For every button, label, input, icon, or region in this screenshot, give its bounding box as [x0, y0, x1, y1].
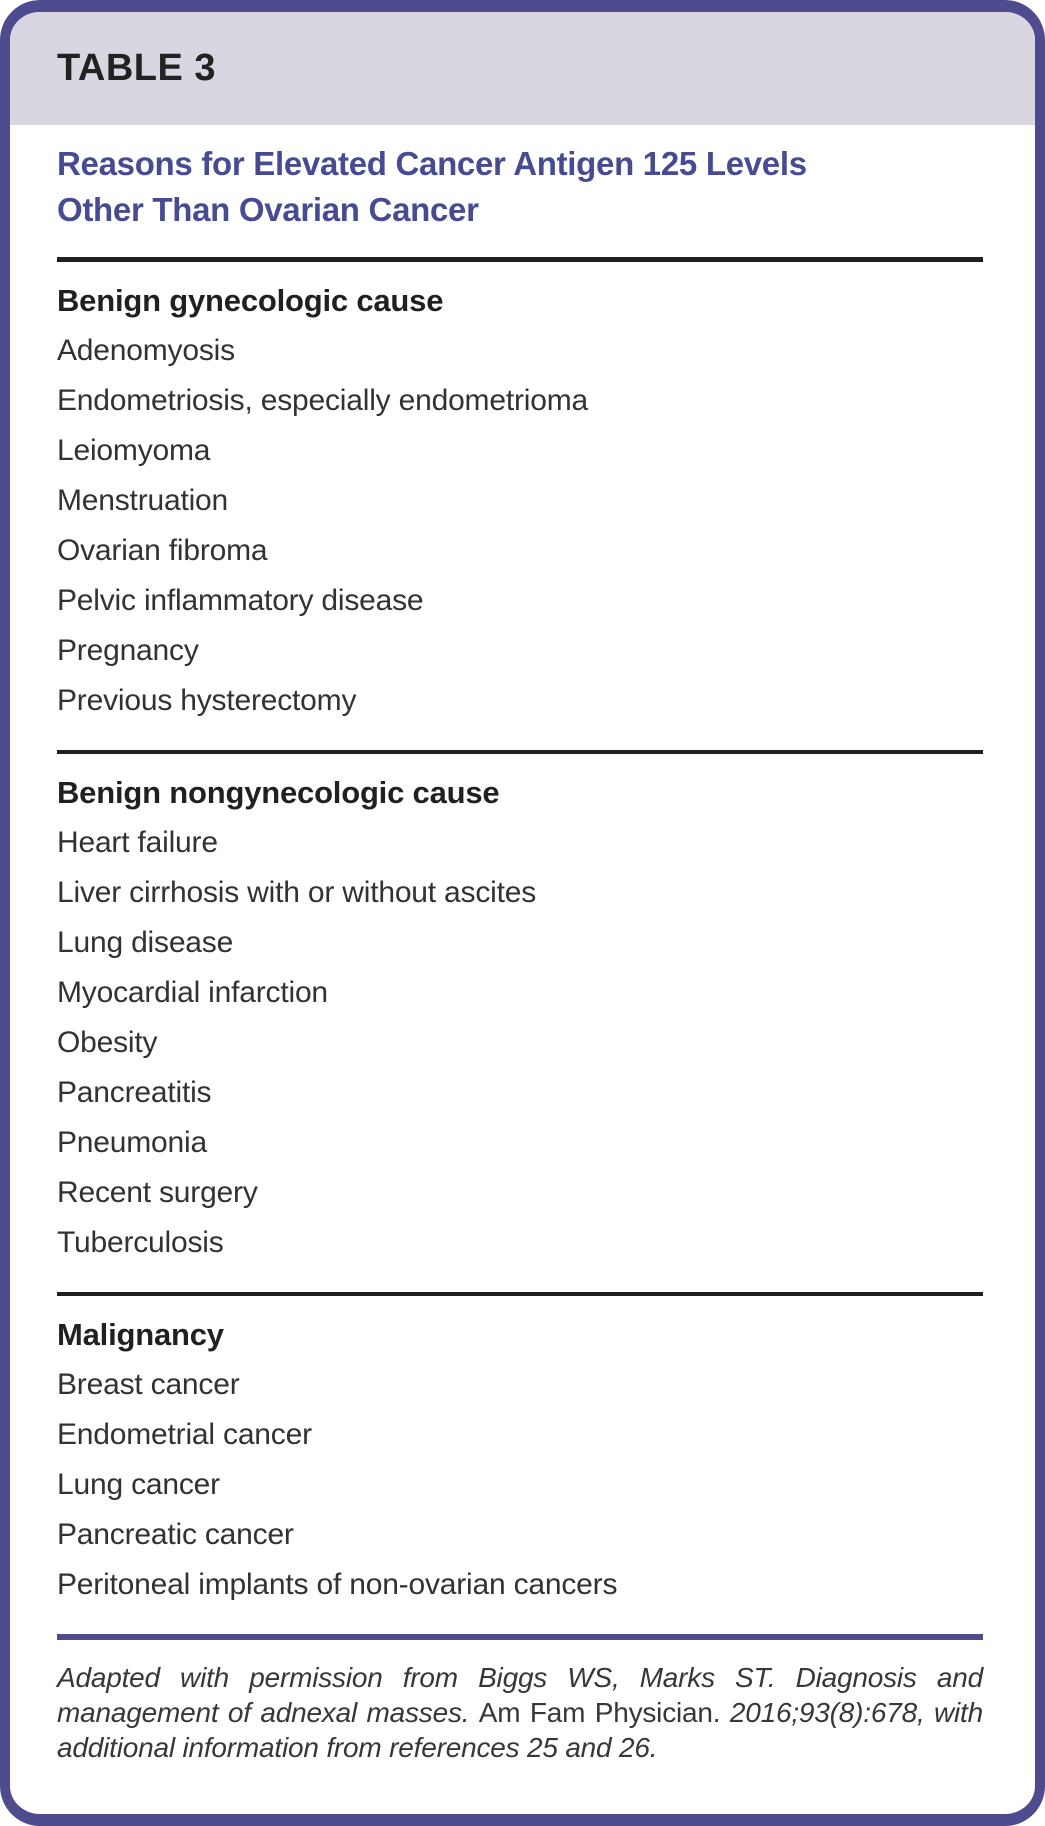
section-item-list: [57, 1360, 983, 1610]
section-divider: [57, 750, 983, 754]
section-item: Lung disease: [57, 926, 234, 959]
footnote-journal-name: Am Fam Physician.: [478, 1697, 730, 1728]
section-item: Pancreatitis: [57, 1076, 212, 1109]
section-item: Lung cancer: [57, 1468, 220, 1501]
section-item: Heart failure: [57, 826, 218, 859]
table-section: [57, 1310, 983, 1610]
table-section: [57, 768, 983, 1296]
table-title: Reasons for Elevated Cancer Antigen 125 Levels Other Than Ovarian Cancer: [57, 145, 807, 228]
section-heading: Malignancy: [57, 1317, 224, 1352]
table-label: TABLE 3: [57, 47, 217, 89]
section-item: Recent surgery: [57, 1176, 258, 1209]
section-item: Obesity: [57, 1026, 158, 1059]
footnote-citation-part1: Adapted with permission from Biggs WS, Marks ST. Diagnosis and management of adnexal masses.: [57, 1662, 983, 1728]
footnote-text: [57, 1660, 983, 1765]
section-item: Ovarian fibroma: [57, 534, 268, 567]
section-item: Endometrial cancer: [57, 1418, 312, 1451]
section-item: Pelvic inflammatory disease: [57, 584, 424, 617]
footnote-citation-part2: 2016;93(8):678, with additional information from references 25 and 26.: [57, 1697, 983, 1763]
section-divider: [57, 1292, 983, 1296]
footnote-divider: [57, 1634, 983, 1640]
title-divider: [57, 257, 983, 262]
section-item: Breast cancer: [57, 1368, 240, 1401]
section-item: Peritoneal implants of non-ovarian cancers: [57, 1568, 618, 1601]
section-item: Previous hysterectomy: [57, 684, 357, 717]
section-heading: Benign gynecologic cause: [57, 283, 444, 318]
section-item: Adenomyosis: [57, 334, 235, 367]
section-item: Leiomyoma: [57, 434, 211, 467]
section-item-list: [57, 818, 983, 1268]
table-number-band: [10, 12, 1035, 125]
section-item: Pregnancy: [57, 634, 199, 667]
section-item: Liver cirrhosis with or without ascites: [57, 876, 537, 909]
table-section: [57, 276, 983, 754]
table-content: [10, 141, 1035, 1765]
section-item: Pancreatic cancer: [57, 1518, 294, 1551]
section-item: Myocardial infarction: [57, 976, 328, 1009]
section-heading: Benign nongynecologic cause: [57, 775, 500, 810]
section-item: Endometriosis, especially endometrioma: [57, 384, 588, 417]
section-item: Pneumonia: [57, 1126, 207, 1159]
sections: [57, 276, 983, 1610]
section-item: Tuberculosis: [57, 1226, 224, 1259]
section-item: Menstruation: [57, 484, 229, 517]
section-item-list: [57, 326, 983, 726]
